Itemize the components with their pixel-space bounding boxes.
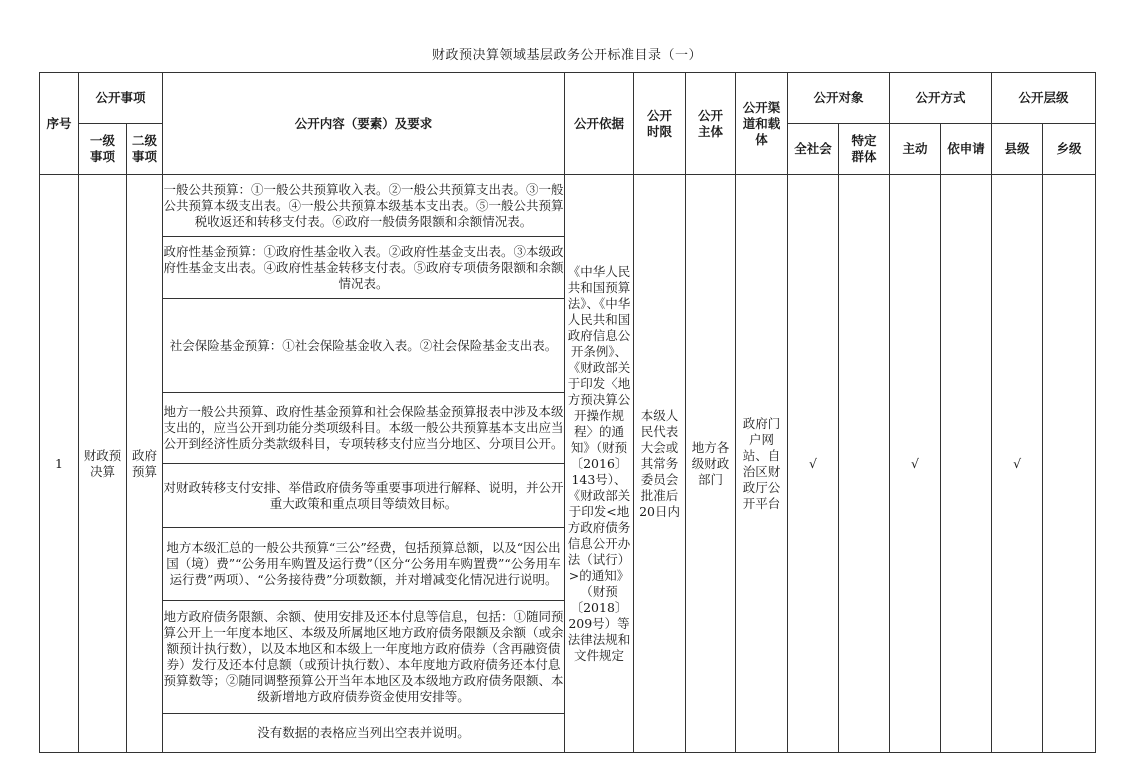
header-level1: 一级事项 <box>79 124 127 175</box>
active-check: √ <box>890 175 941 753</box>
specific-group-check <box>839 175 890 753</box>
content-item-8: 没有数据的表格应当列出空表并说明。 <box>163 714 565 753</box>
header-content: 公开内容（要素）及要求 <box>163 73 565 175</box>
header-level2: 二级事项 <box>127 124 163 175</box>
content-item-2: 政府性基金预算：①政府性基金收入表。②政府性基金支出表。③本级政府性基金支出表。④政府性基金转移支付表。⑤政府专项债务限额和余额情况表。 <box>163 237 565 299</box>
channel-cell: 政府门户网站、自治区财政厅公开平台 <box>736 175 788 753</box>
row-level2: 政府预算 <box>127 175 163 753</box>
basis-cell: 《中华人民共和国预算法》、《中华人民共和国政府信息公开条例》、《财政部关于印发〈地方预决算公开操作规程〉的通知》（财预〔2016〕143号）、《财政部关于印发<地方政府债务信息公开办法（试行）>的通知》（财预〔2018〕209号）等法律法规和文件规定 <box>565 175 634 753</box>
content-item-1: 一般公共预算：①一般公共预算收入表。②一般公共预算支出表。③一般公共预算本级支出表。④一般公共预算本级基本支出表。⑤一般公共预算税收返还和转移支付表。⑥政府一般债务限额和余额情况表。 <box>163 175 565 237</box>
content-item-7: 地方政府债务限额、余额、使用安排及还本付息等信息，包括：①随同预算公开上一年度本地区、本级及所属地区地方政府债务限额及余额（或余额预计执行数），以及本地区和本级上一年度地方政府债券（含再融资债券）发行及还本付息额（或预计执行数）、本年度地方政府债务还本付息预算数等；②随同调整预算公开当年本地区及本级地方政府债务限额、本级新增地方政府债券资金使用安排等。 <box>163 601 565 714</box>
content-item-3: 社会保险基金预算：①社会保险基金收入表。②社会保险基金支出表。 <box>163 299 565 393</box>
header-township: 乡级 <box>1043 124 1096 175</box>
header-matters: 公开事项 <box>79 73 163 124</box>
subject-cell: 地方各级财政部门 <box>686 175 736 753</box>
header-audience: 公开对象 <box>788 73 890 124</box>
content-item-6: 地方本级汇总的一般公共预算“三公”经费，包括预算总额，以及“因公出国（境）费”“公务用车购置及运行费”（区分“公务用车购置费”“公务用车运行费”两项）、“公务接待费”分项数额，并对增减变化情况进行说明。 <box>163 528 565 601</box>
header-specific-group: 特定群体 <box>839 124 890 175</box>
content-item-4: 地方一般公共预算、政府性基金预算和社会保险基金预算报表中涉及本级支出的，应当公开到功能分类项级科目。本级一般公共预算基本支出应当公开到经济性质分类款级科目，专项转移支付应当分地区、分项目公开。 <box>163 393 565 464</box>
header-level: 公开层级 <box>992 73 1096 124</box>
time-limit-cell: 本级人民代表大会或其常务委员会批准后20日内 <box>634 175 686 753</box>
header-method: 公开方式 <box>890 73 992 124</box>
on-request-check <box>941 175 992 753</box>
header-basis: 公开依据 <box>565 73 634 175</box>
row-seq: 1 <box>40 175 79 753</box>
header-time-limit: 公开时限 <box>634 73 686 175</box>
township-check <box>1043 175 1096 753</box>
header-active: 主动 <box>890 124 941 175</box>
document-title: 财政预决算领域基层政务公开标准目录（一） <box>431 48 702 63</box>
disclosure-catalog-table <box>39 72 1096 753</box>
header-seq: 序号 <box>40 73 79 175</box>
row-level1: 财政预决算 <box>79 175 127 753</box>
header-all-society: 全社会 <box>788 124 839 175</box>
content-item-5: 对财政转移支付安排、举借政府债务等重要事项进行解释、说明，并公开重大政策和重点项目等绩效目标。 <box>163 464 565 528</box>
all-society-check: √ <box>788 175 839 753</box>
header-county: 县级 <box>992 124 1043 175</box>
header-on-request: 依申请 <box>941 124 992 175</box>
county-check: √ <box>992 175 1043 753</box>
header-channel: 公开渠道和载体 <box>736 73 788 175</box>
header-subject: 公开主体 <box>686 73 736 175</box>
